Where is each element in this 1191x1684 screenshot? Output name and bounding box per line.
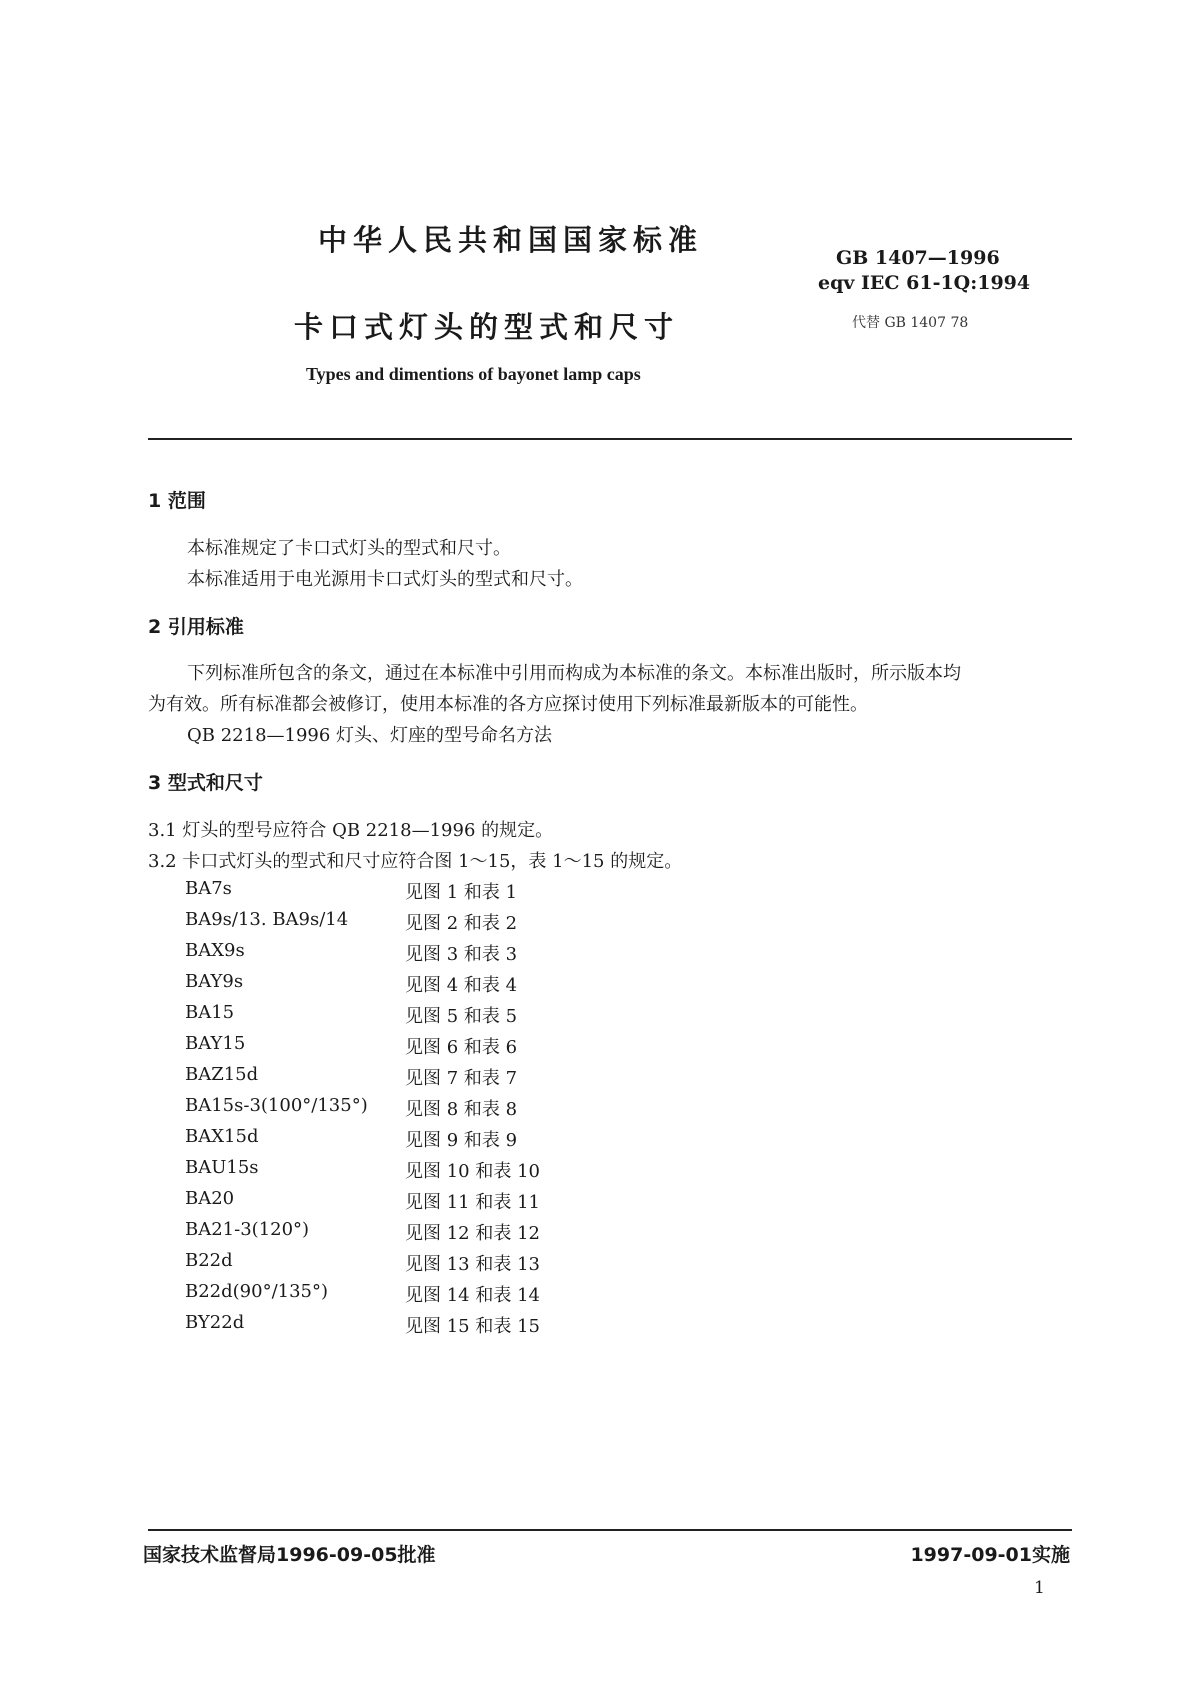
clause-3-1: 3.1 灯头的型号应符合 QB 2218—1996 的规定。 [148, 820, 554, 841]
cap-reference: 见图 2 和表 2 [405, 913, 518, 934]
section-3-heading: 3 型式和尺寸 [148, 772, 263, 794]
effective-date: 1997-09-01实施 [910, 1544, 1070, 1566]
cap-reference: 见图 1 和表 1 [405, 882, 518, 903]
section-2-paragraph-line-1: 下列标准所包含的条文，通过在本标准中引用而构成为本标准的条文。本标准出版时，所示版本均 [187, 663, 961, 684]
section-1-paragraph-1: 本标准规定了卡口式灯头的型式和尺寸。 [187, 538, 511, 559]
cap-reference: 见图 4 和表 4 [405, 975, 518, 996]
cap-reference: 见图 6 和表 6 [405, 1037, 518, 1058]
cap-type: BA15 [185, 1002, 235, 1023]
standard-title-cn: 卡口式灯头的型式和尺寸 [294, 310, 680, 344]
cap-reference: 见图 3 和表 3 [405, 944, 518, 965]
replaces-standard: 代替 GB 1407 78 [852, 315, 969, 331]
equivalent-standard: eqv IEC 61-1Q:1994 [818, 272, 1031, 294]
cap-reference: 见图 5 和表 5 [405, 1006, 518, 1027]
cap-reference: 见图 9 和表 9 [405, 1130, 518, 1151]
cap-reference: 见图 7 和表 7 [405, 1068, 518, 1089]
cap-reference: 见图 10 和表 10 [405, 1161, 540, 1182]
footer-divider [148, 1529, 1072, 1531]
cap-type: BY22d [185, 1312, 245, 1333]
cap-reference: 见图 13 和表 13 [405, 1254, 540, 1275]
cap-type: BAX15d [185, 1126, 259, 1147]
cap-type: BA20 [185, 1188, 235, 1209]
cap-type: BAX9s [185, 940, 245, 961]
page-number: 1 [1034, 1578, 1045, 1598]
cap-reference: 见图 15 和表 15 [405, 1316, 540, 1337]
section-2-heading: 2 引用标准 [148, 616, 244, 638]
cap-type: BAZ15d [185, 1064, 259, 1085]
referenced-standard: QB 2218—1996 灯头、灯座的型号命名方法 [187, 725, 553, 746]
cap-reference: 见图 11 和表 11 [405, 1192, 540, 1213]
standard-title-en: Types and dimentions of bayonet lamp caps [306, 364, 641, 384]
cap-reference: 见图 12 和表 12 [405, 1223, 540, 1244]
national-standard-title: 中华人民共和国国家标准 [318, 223, 704, 257]
cap-type: BAY15 [185, 1033, 246, 1054]
cap-type: BA7s [185, 878, 232, 899]
cap-type: BA9s/13. BA9s/14 [185, 909, 349, 930]
standard-code: GB 1407—1996 [836, 247, 1000, 269]
header-divider [148, 438, 1072, 440]
section-1-paragraph-2: 本标准适用于电光源用卡口式灯头的型式和尺寸。 [187, 569, 583, 590]
cap-type: BA21-3(120°) [185, 1219, 310, 1240]
approval-date: 国家技术监督局1996-09-05批准 [143, 1544, 436, 1566]
cap-type: B22d(90°/135°) [185, 1281, 329, 1302]
cap-type: BAU15s [185, 1157, 259, 1178]
cap-reference: 见图 14 和表 14 [405, 1285, 540, 1306]
cap-reference: 见图 8 和表 8 [405, 1099, 518, 1120]
section-1-heading: 1 范围 [148, 490, 206, 512]
cap-type: BA15s-3(100°/135°) [185, 1095, 368, 1116]
clause-3-2: 3.2 卡口式灯头的型式和尺寸应符合图 1～15，表 1～15 的规定。 [148, 851, 683, 872]
section-2-paragraph-line-2: 为有效。所有标准都会被修订，使用本标准的各方应探讨使用下列标准最新版本的可能性。 [148, 694, 868, 715]
cap-type: B22d [185, 1250, 233, 1271]
cap-type: BAY9s [185, 971, 244, 992]
